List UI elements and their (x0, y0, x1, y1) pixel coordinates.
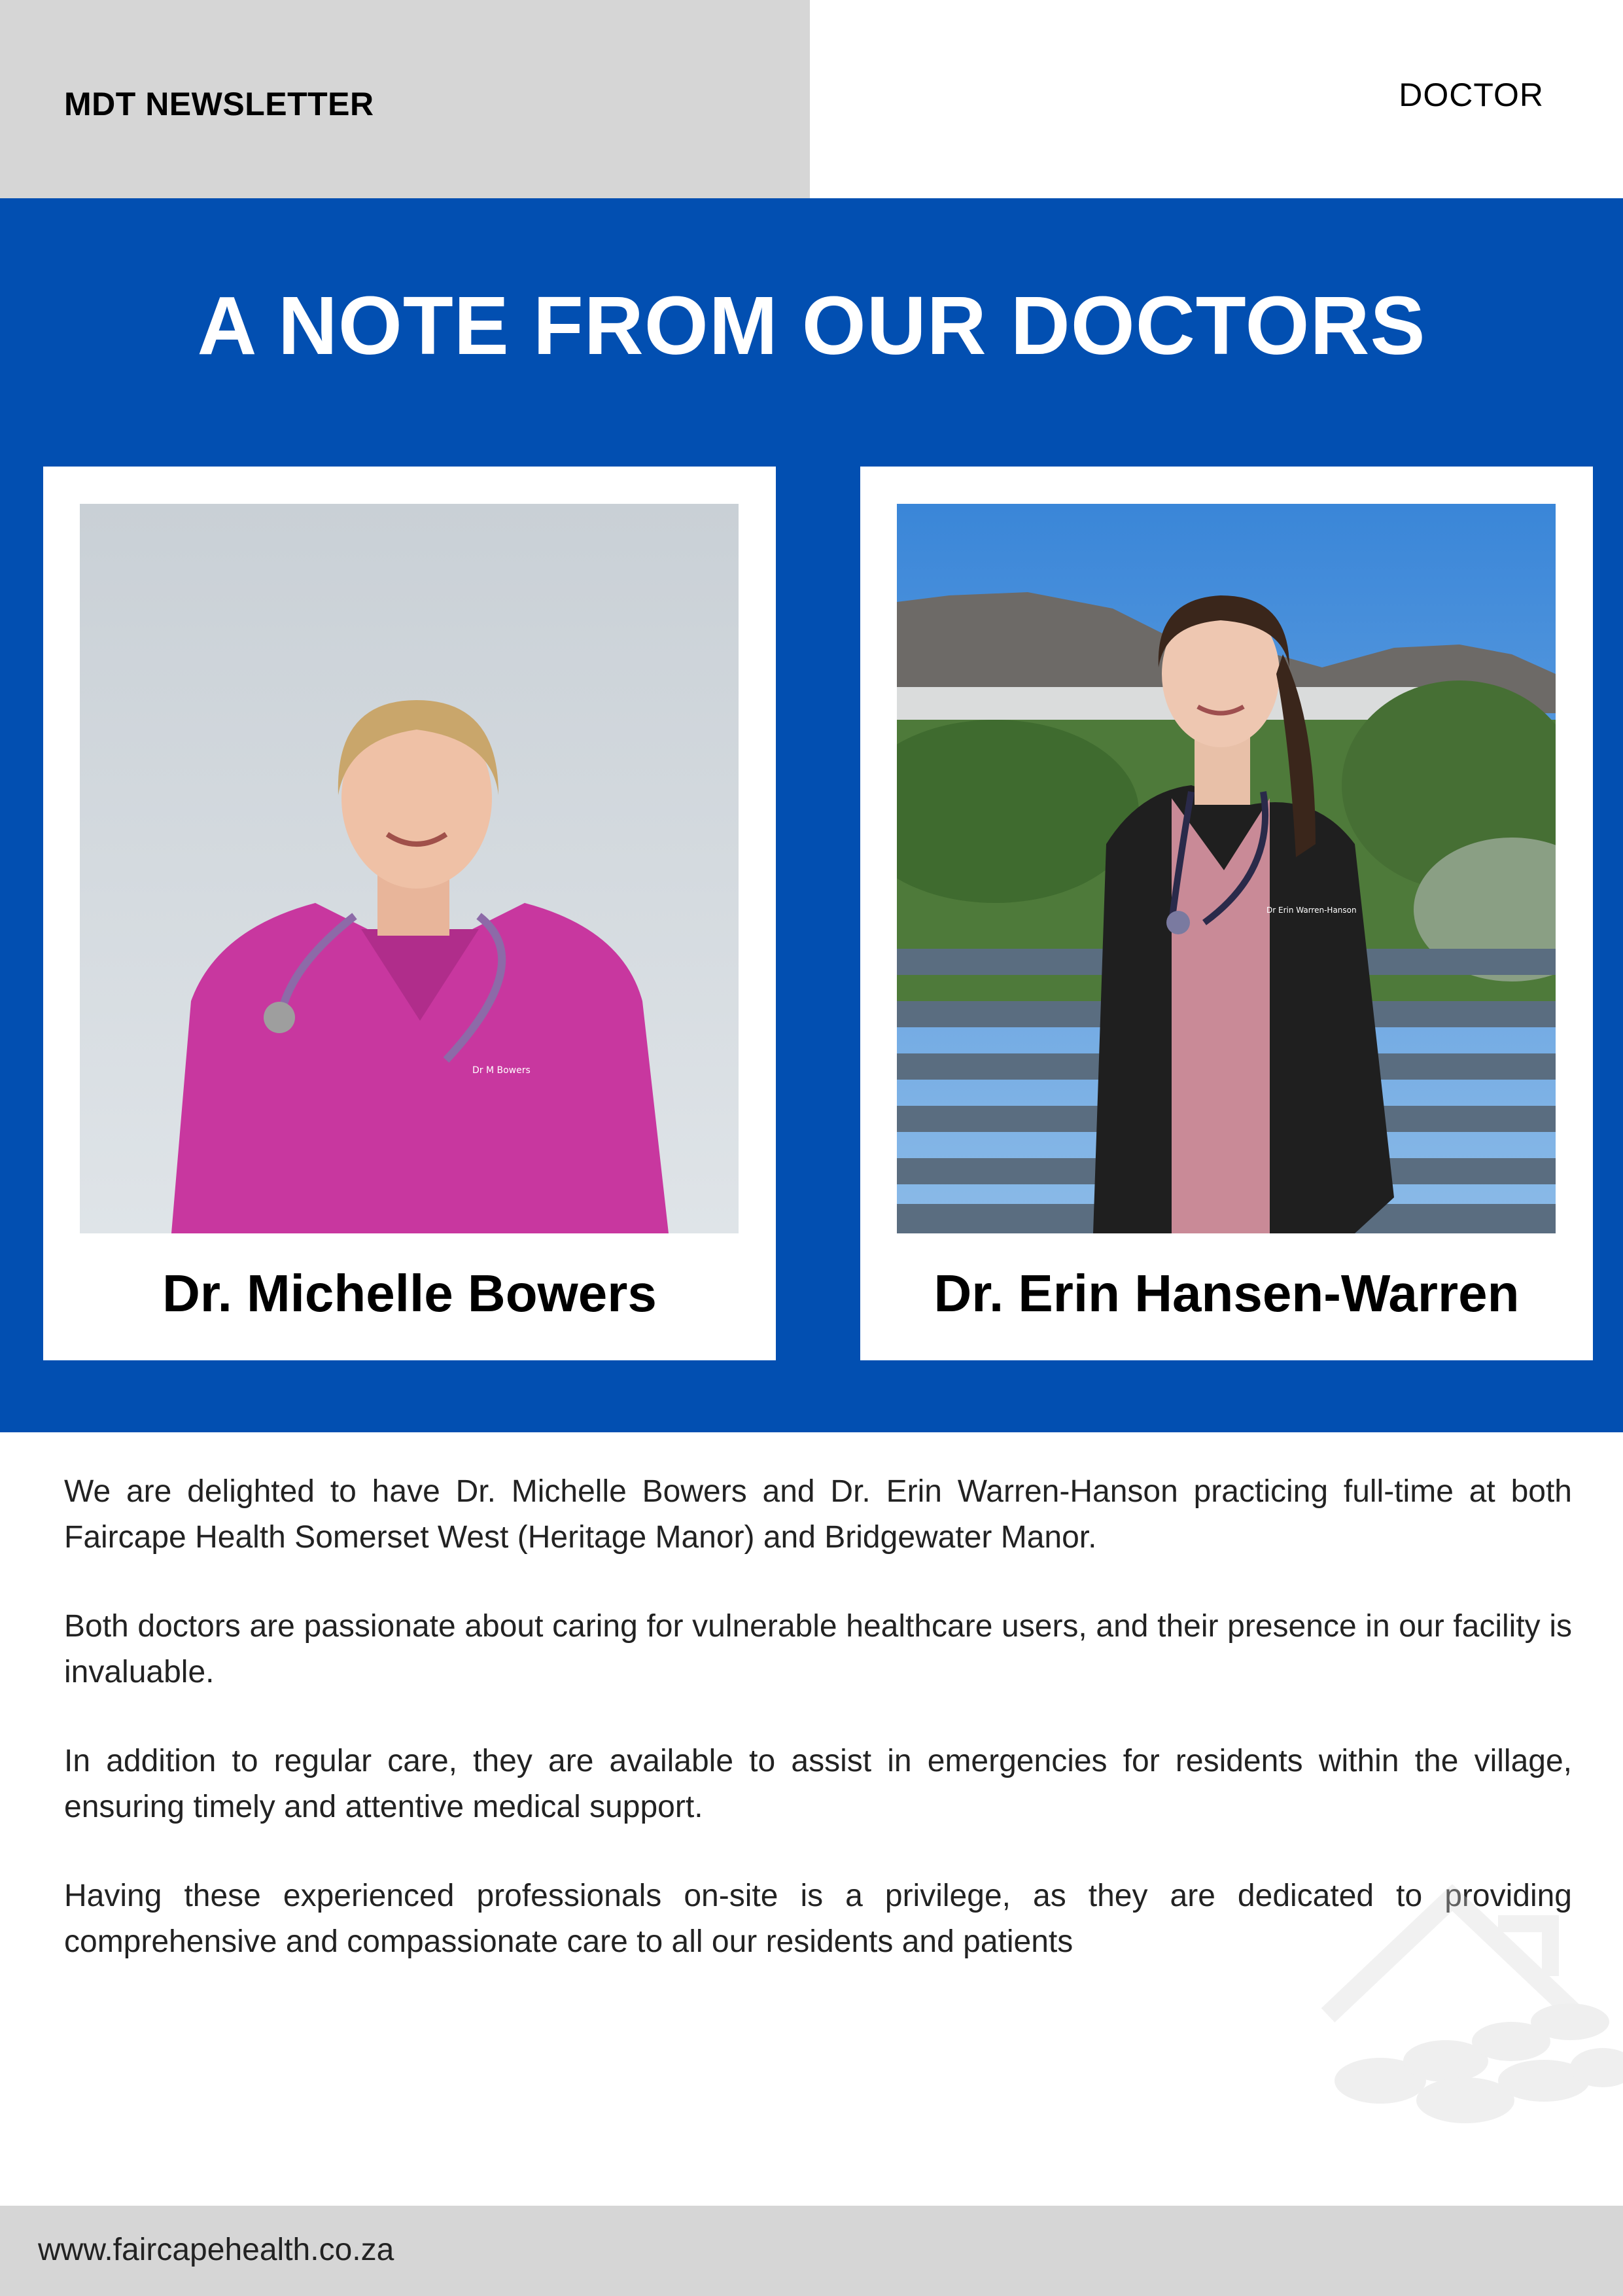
doctor-name: Dr. Erin Hansen-Warren (934, 1264, 1520, 1322)
house-watermark-icon (1302, 1884, 1623, 2127)
paragraph: Both doctors are passionate about caring for vulnerable healthcare users, and their presence in our facility is invaluable. (64, 1609, 1572, 1689)
doctor-card-erin-hansen-warren (860, 467, 1593, 1360)
doctor-photo-erin-hansen-warren (897, 504, 1556, 1233)
page-title: A NOTE FROM OUR DOCTORS (197, 279, 1426, 372)
jacket-badge: Dr Erin Warren-Hanson (1266, 906, 1357, 915)
portrait-image (897, 504, 1556, 1233)
scrubs-badge: Dr M Bowers (472, 1065, 531, 1076)
section-label: DOCTOR (1399, 77, 1544, 113)
doctor-card-michelle-bowers (43, 467, 776, 1360)
doctor-photo-michelle-bowers (80, 504, 739, 1233)
newsletter-label: MDT NEWSLETTER (64, 86, 374, 122)
doctor-name: Dr. Michelle Bowers (162, 1264, 657, 1322)
website-link[interactable]: www.faircapehealth.co.za (38, 2233, 394, 2267)
paragraph: Having these experienced professionals on-site is a privilege, as they are dedicated to providing comprehensive and compassionate care to all our residents and patients (64, 1879, 1572, 1959)
footer (0, 2206, 1623, 2296)
portrait-image (80, 504, 739, 1233)
paragraph: We are delighted to have Dr. Michelle Bowers and Dr. Erin Warren-Hanson practicing full-time at both Faircape Health Somerset West (Heritage Manor) and Bridgewater Manor. (64, 1474, 1572, 1555)
paragraph: In addition to regular care, they are available to assist in emergencies for residents within the village, ensuring timely and attentive medical support. (64, 1744, 1572, 1824)
